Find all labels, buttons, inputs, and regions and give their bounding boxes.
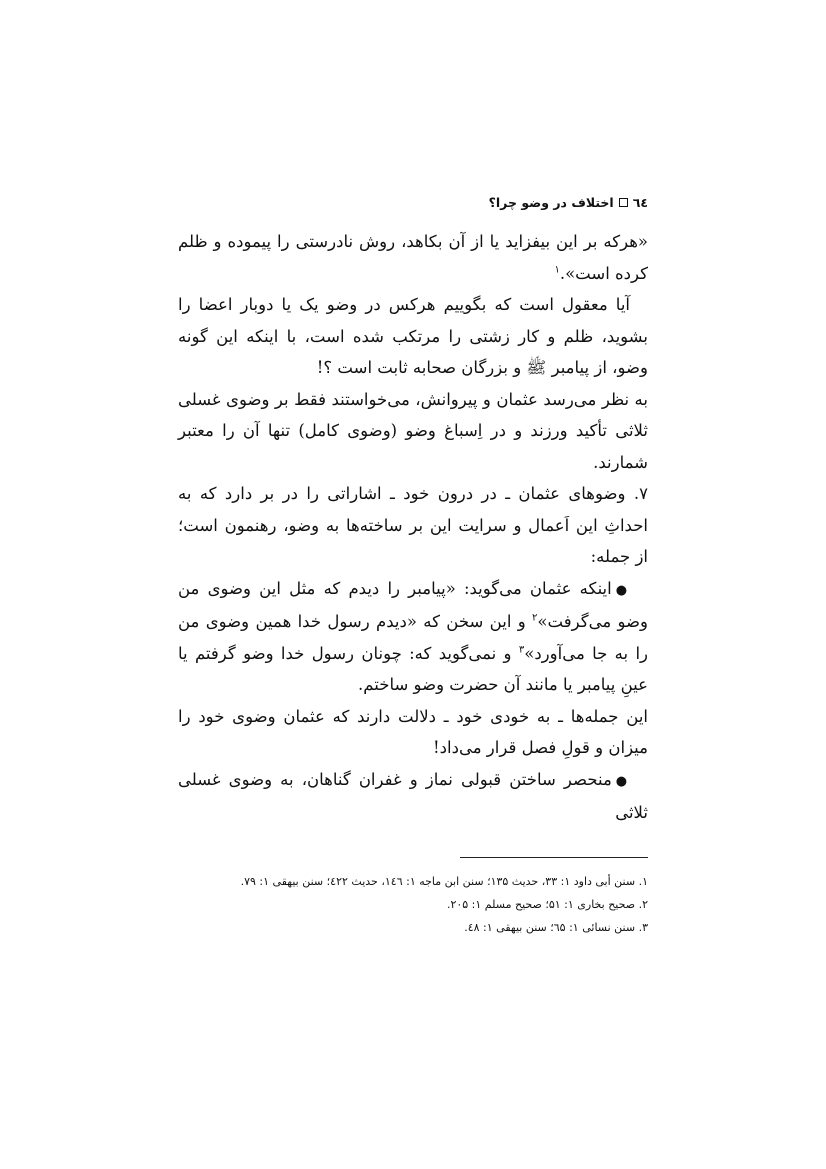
main-text xyxy=(178,226,648,829)
footnote-divider xyxy=(460,857,648,858)
footnote-2: ۲. صحیح بخاری ۱: ۵۱؛ صحیح مسلم ۱: ۲۰۵. xyxy=(446,897,648,911)
footnote-3: ۳. سنن نسائی ۱: ٦۵؛ سنن بیهقی ۱: ٤۸. xyxy=(464,920,648,934)
paragraph-conclusion xyxy=(178,701,648,764)
running-title: اختلاف در وضو چرا؟ xyxy=(488,194,614,210)
paragraph-point-7 xyxy=(178,478,648,573)
paragraph-opinion xyxy=(178,384,648,479)
bullet-1-text-a: اینکه عثمان می‌گوید: «پیامبر را دیدم که مثل این وضوی من وضو می‌گرفت» xyxy=(178,578,648,631)
footnotes xyxy=(178,870,648,939)
paragraph-conclusion-text: این جمله‌ها ـ به خودی خود ـ دلالت دارند که عثمان وضوی خود را میزان و قولِ فصل قرار می‌داد! xyxy=(178,706,648,757)
bullet-1-text-c: و نمی‌گوید که: چونان رسول خدا وضو گرفتم یا عینِ پیامبر یا مانند آن حضرت وضو ساختم. xyxy=(178,643,648,694)
paragraph-point-7-text: ۷. وضوهای عثمان ـ در درون خود ـ اشاراتی را در بر دارد که به احداثِ این اَعمال و سرایت این بر ساخته‌ها به وضو، رهنمون است؛ از جمله: xyxy=(178,484,648,566)
bullet-icon: ● xyxy=(615,773,630,789)
bullet-1-text-b: و این سخن که «دیدم رسول خدا همین وضوی من را به جا می‌آورد» xyxy=(178,612,648,663)
paragraph-bullet-2 xyxy=(178,764,648,829)
paragraph-quote-text: «هرکه بر این بیفزاید یا از آن بکاهد، روش نادرستی را پیموده و ظلم کرده است». xyxy=(178,232,648,283)
running-header xyxy=(178,188,648,216)
footnote-1: ۱. سنن أبی داود ۱: ۳۳، حدیث ۱۳۵؛ سنن ابن ماجه ۱: ۱٤٦، حدیث ٤۲۲؛ سنن بیهقی ۱: ۷۹. xyxy=(240,874,648,888)
paragraph-bullet-1 xyxy=(178,573,648,701)
book-page xyxy=(178,188,648,939)
footnote-ref-3: ۳ xyxy=(518,644,525,655)
footnote-ref-1: ۱ xyxy=(554,264,560,275)
bullet-icon: ● xyxy=(615,582,631,598)
paragraph-question xyxy=(178,289,648,384)
footnote-ref-2: ۲ xyxy=(532,612,538,624)
paragraph-opinion-text: به نظر می‌رسد عثمان و پیروانش، می‌خواستند فقط بر وضوی غسلی ثلاثی تأکید ورزند و در اِسباغ وضو (وضوی کامل) تنها آن را معتبر شمارند. xyxy=(178,389,648,472)
paragraph-question-text: آیا معقول است که بگوییم هرکس در وضو یک یا دوبار اعضا را بشوید، ظلم و کار زشتی را مرتکب شده است، با اینکه این گونه وضو، از پیامبر ﷺ و بزرگان صحابه ثابت است ؟! xyxy=(178,295,648,377)
page-number: ٦٤ xyxy=(632,194,648,210)
bullet-2-text: منحصر ساختن قبولی نماز و غفران گناهان، به وضوی غسلی ثلاثی xyxy=(178,769,648,822)
paragraph-quote xyxy=(178,226,648,289)
square-ornament-icon xyxy=(619,198,628,207)
